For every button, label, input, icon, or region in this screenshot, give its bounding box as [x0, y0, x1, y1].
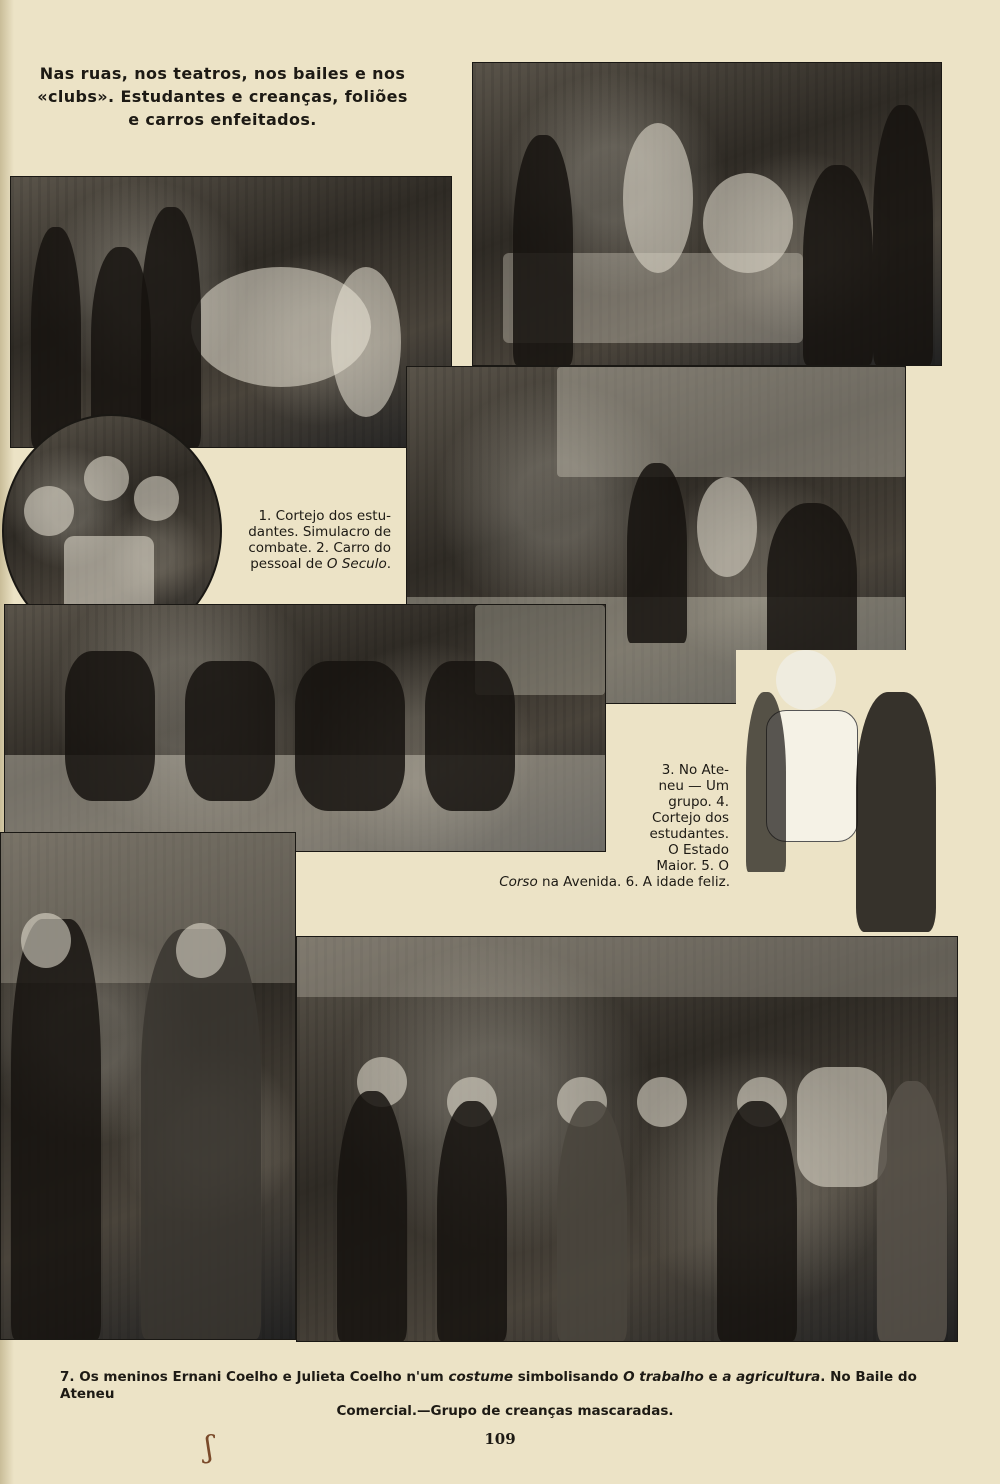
- photo-horse-riders: [4, 604, 606, 852]
- page-headline: [20, 62, 425, 131]
- photo-masked-children-group: [296, 936, 958, 1342]
- headline-line-2: «clubs». Estudantes e creanças, foliões: [37, 87, 408, 106]
- caption-photos-3-6: 3. No Ate- neu — Um grupo. 4. Cortejo dos estudantes. O Estado Maior. 5. O: [649, 762, 729, 874]
- photo-decorated-car: [472, 62, 942, 366]
- photo-children-costume: [0, 832, 296, 1340]
- caption-photos-1-2: 1. Cortejo dos estu- dantes. Simulacro de combate. 2. Carro do pessoal de O Seculo.: [248, 508, 391, 572]
- caption-photos-3-6-last-line: Corso na Avenida. 6. A idade feliz.: [499, 874, 730, 890]
- photo-two-children: [736, 650, 950, 932]
- photo-students-procession: [10, 176, 452, 448]
- headline-line-1: Nas ruas, nos teatros, nos bailes e nos: [39, 64, 406, 83]
- page-number: 109: [484, 1430, 516, 1448]
- pen-mark-icon: ʃ: [205, 1430, 214, 1465]
- headline-line-3: e carros enfeitados.: [128, 110, 317, 129]
- caption-photos-7-8: 7. Os meninos Ernani Coelho e Julieta Coelho n'um costume simbolisando O trabalho e a agricultura. No Baile do Ateneu Comercial.—Grupo de creanças mascaradas.: [60, 1369, 917, 1419]
